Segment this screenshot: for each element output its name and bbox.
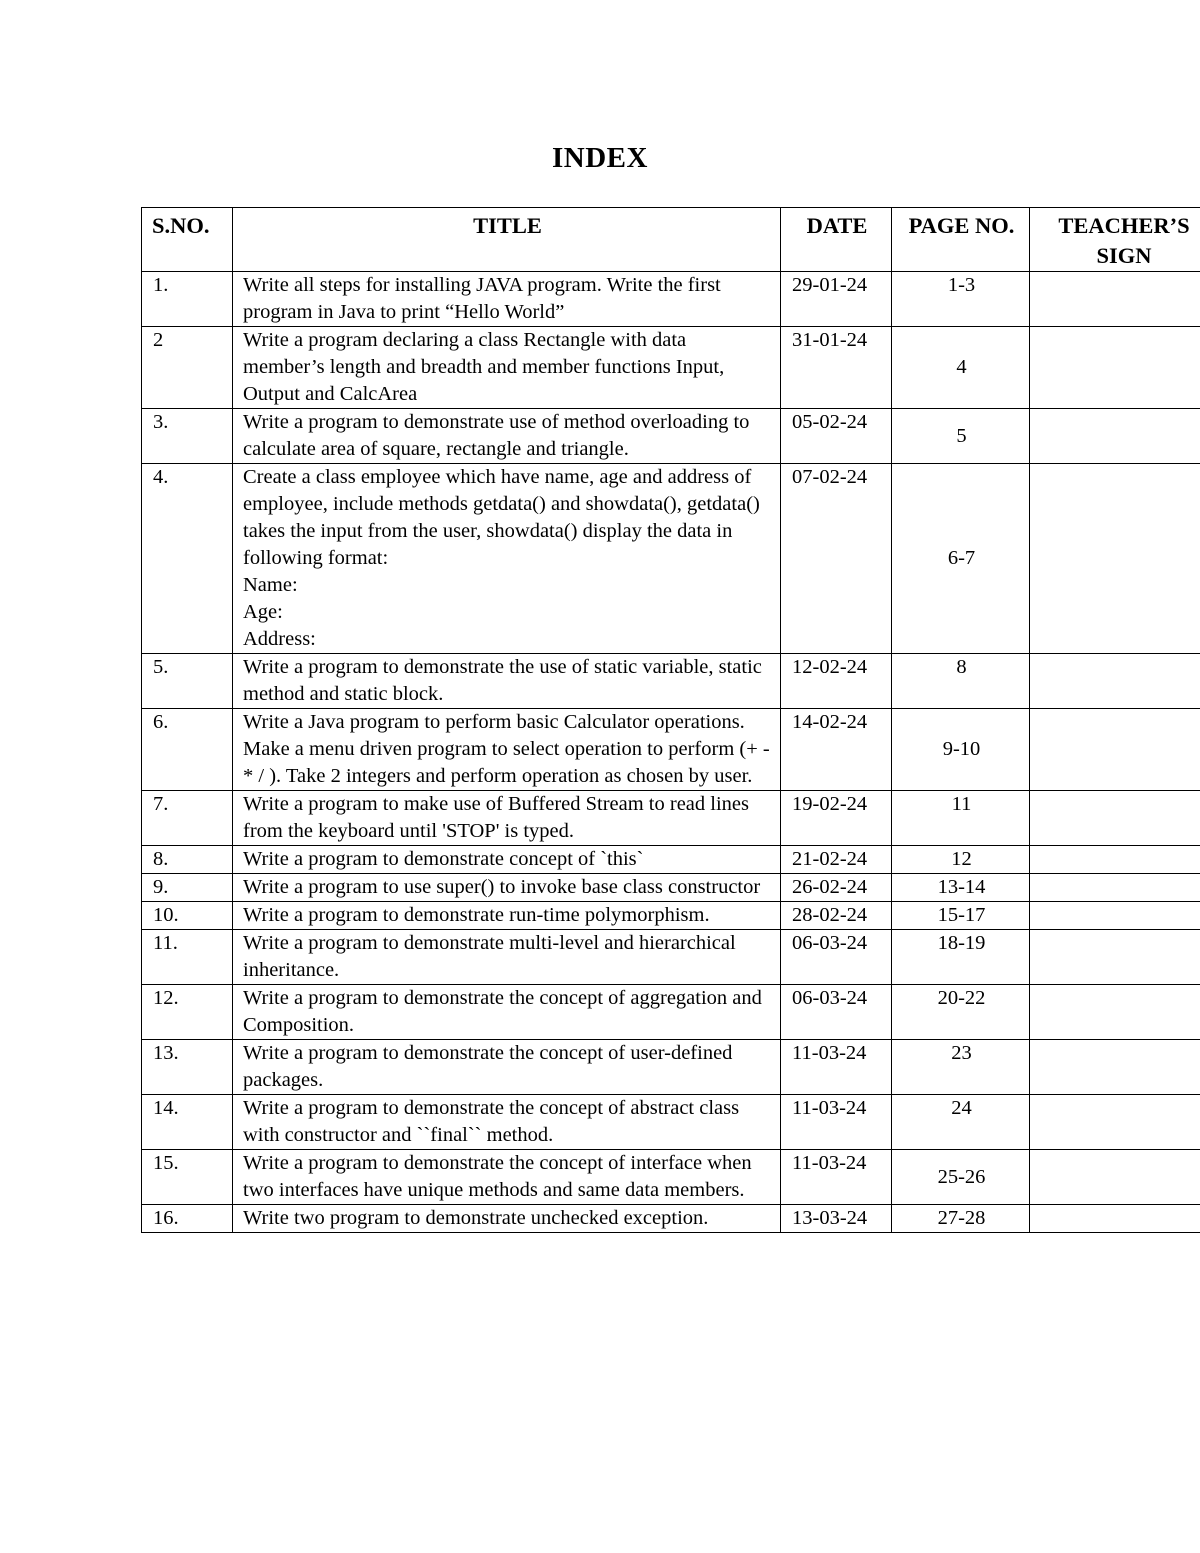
row-page-no: 13-14	[892, 874, 1030, 902]
row-date: 26-02-24	[781, 874, 892, 902]
header-teacher-sign: TEACHER’S SIGN	[1030, 208, 1200, 272]
header-sno: S.NO.	[142, 208, 233, 272]
row-title: Write a program declaring a class Rectangle with data member’s length and breadth and member functions Input, Output and CalcArea	[233, 327, 781, 409]
row-page-no: 12	[892, 846, 1030, 874]
row-page-no: 4	[892, 327, 1030, 409]
page-title: INDEX	[552, 142, 648, 174]
row-sno: 16.	[142, 1205, 233, 1233]
row-sno: 13.	[142, 1040, 233, 1095]
row-teacher-sign	[1030, 409, 1200, 464]
row-sno: 9.	[142, 874, 233, 902]
row-date: 12-02-24	[781, 654, 892, 709]
row-teacher-sign	[1030, 902, 1200, 930]
row-sno: 7.	[142, 791, 233, 846]
row-date: 29-01-24	[781, 272, 892, 327]
row-teacher-sign	[1030, 791, 1200, 846]
row-page-no: 24	[892, 1095, 1030, 1150]
row-date: 06-03-24	[781, 930, 892, 985]
table-row	[142, 846, 1200, 874]
row-page-no: 11	[892, 791, 1030, 846]
table-header-row	[142, 208, 1200, 272]
row-title: Write a program to make use of Buffered Stream to read lines from the keyboard until 'STOP' is typed.	[233, 791, 781, 846]
index-table	[141, 207, 1200, 1233]
row-date: 31-01-24	[781, 327, 892, 409]
row-teacher-sign	[1030, 327, 1200, 409]
row-title: Write a program to demonstrate the concept of abstract class with constructor and ``final`` method.	[233, 1095, 781, 1150]
table-row	[142, 930, 1200, 985]
row-date: 13-03-24	[781, 1205, 892, 1233]
header-page-no: PAGE NO.	[892, 208, 1030, 272]
row-teacher-sign	[1030, 272, 1200, 327]
table-row	[142, 409, 1200, 464]
row-page-no: 25-26	[892, 1150, 1030, 1205]
row-date: 19-02-24	[781, 791, 892, 846]
row-title: Write two program to demonstrate unchecked exception.	[233, 1205, 781, 1233]
row-sno: 11.	[142, 930, 233, 985]
row-date: 11-03-24	[781, 1095, 892, 1150]
row-title: Write a Java program to perform basic Calculator operations. Make a menu driven program to select operation to perform (+ - * / ). Take 2 integers and perform operation as chosen by user.	[233, 709, 781, 791]
row-page-no: 20-22	[892, 985, 1030, 1040]
row-page-no: 6-7	[892, 464, 1030, 654]
row-sno: 2	[142, 327, 233, 409]
header-title: TITLE	[233, 208, 781, 272]
row-teacher-sign	[1030, 1095, 1200, 1150]
table-row	[142, 1150, 1200, 1205]
row-title: Write a program to demonstrate use of method overloading to calculate area of square, rectangle and triangle.	[233, 409, 781, 464]
row-teacher-sign	[1030, 930, 1200, 985]
row-teacher-sign	[1030, 654, 1200, 709]
row-sno: 14.	[142, 1095, 233, 1150]
row-sno: 12.	[142, 985, 233, 1040]
row-page-no: 5	[892, 409, 1030, 464]
row-title: Write a program to demonstrate the concept of aggregation and Composition.	[233, 985, 781, 1040]
table-body	[142, 272, 1200, 1233]
table-row	[142, 464, 1200, 654]
row-date: 06-03-24	[781, 985, 892, 1040]
row-page-no: 1-3	[892, 272, 1030, 327]
row-teacher-sign	[1030, 1150, 1200, 1205]
row-title: Write all steps for installing JAVA program. Write the first program in Java to print “Hello World”	[233, 272, 781, 327]
table-row	[142, 272, 1200, 327]
row-sno: 15.	[142, 1150, 233, 1205]
row-sno: 10.	[142, 902, 233, 930]
header-date: DATE	[781, 208, 892, 272]
table-row	[142, 1040, 1200, 1095]
row-page-no: 18-19	[892, 930, 1030, 985]
row-title: Create a class employee which have name, age and address of employee, include methods getdata() and showdata(), getdata() takes the input from the user, showdata() display the data in following format: Name: Age: Address:	[233, 464, 781, 654]
table-row	[142, 791, 1200, 846]
row-sno: 6.	[142, 709, 233, 791]
row-page-no: 15-17	[892, 902, 1030, 930]
table-row	[142, 327, 1200, 409]
table-row	[142, 902, 1200, 930]
table-row	[142, 654, 1200, 709]
row-title: Write a program to use super() to invoke base class constructor	[233, 874, 781, 902]
row-page-no: 27-28	[892, 1205, 1030, 1233]
row-title: Write a program to demonstrate the use of static variable, static method and static block.	[233, 654, 781, 709]
table-row	[142, 709, 1200, 791]
row-date: 14-02-24	[781, 709, 892, 791]
table-row	[142, 874, 1200, 902]
row-title: Write a program to demonstrate run-time polymorphism.	[233, 902, 781, 930]
row-sno: 3.	[142, 409, 233, 464]
row-sno: 4.	[142, 464, 233, 654]
row-page-no: 9-10	[892, 709, 1030, 791]
row-date: 28-02-24	[781, 902, 892, 930]
table-row	[142, 1095, 1200, 1150]
row-date: 11-03-24	[781, 1150, 892, 1205]
row-teacher-sign	[1030, 985, 1200, 1040]
row-teacher-sign	[1030, 1040, 1200, 1095]
row-title: Write a program to demonstrate the concept of user-defined packages.	[233, 1040, 781, 1095]
table-row	[142, 985, 1200, 1040]
row-teacher-sign	[1030, 1205, 1200, 1233]
row-title: Write a program to demonstrate multi-level and hierarchical inheritance.	[233, 930, 781, 985]
row-sno: 1.	[142, 272, 233, 327]
row-date: 05-02-24	[781, 409, 892, 464]
row-title: Write a program to demonstrate the concept of interface when two interfaces have unique methods and same data members.	[233, 1150, 781, 1205]
row-date: 07-02-24	[781, 464, 892, 654]
row-title: Write a program to demonstrate concept of `this`	[233, 846, 781, 874]
row-date: 11-03-24	[781, 1040, 892, 1095]
row-page-no: 8	[892, 654, 1030, 709]
row-teacher-sign	[1030, 874, 1200, 902]
row-teacher-sign	[1030, 464, 1200, 654]
row-sno: 8.	[142, 846, 233, 874]
table-row	[142, 1205, 1200, 1233]
row-date: 21-02-24	[781, 846, 892, 874]
row-teacher-sign	[1030, 709, 1200, 791]
row-page-no: 23	[892, 1040, 1030, 1095]
row-teacher-sign	[1030, 846, 1200, 874]
row-sno: 5.	[142, 654, 233, 709]
